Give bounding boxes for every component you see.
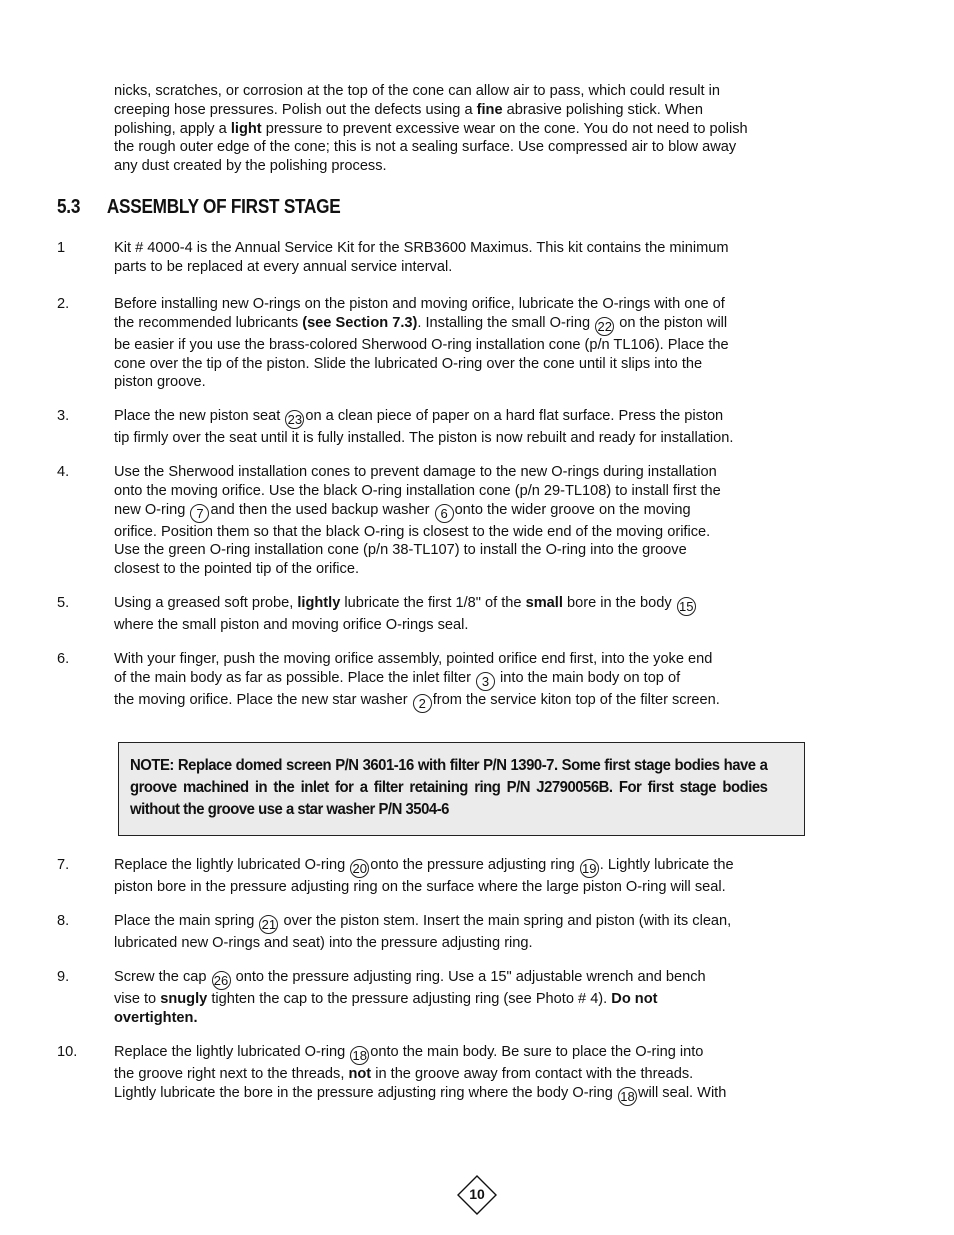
step-text — [114, 1043, 804, 1106]
step-line: the moving orifice. Place the new star washer 2 from the service kiton top of the filter screen. — [114, 691, 720, 711]
part-callout: 3 — [476, 672, 495, 691]
step-line: orifice. Position them so that the black O-ring is closest to the wide end of the moving orifice. — [114, 523, 711, 540]
step-line: be easier if you use the brass-colored Sherwood O-ring installation cone (p/n TL106). Place the — [114, 336, 729, 353]
step-line: tip firmly over the seat until it is fully installed. The piston is now rebuilt and ready for installation. — [114, 430, 734, 446]
step-number: 3. — [57, 408, 70, 424]
step-line: Lightly lubricate the bore in the pressure adjusting ring where the body O-ring 18 will seal. With — [114, 1084, 727, 1104]
step-number: 5. — [57, 595, 70, 611]
step-number: 6. — [57, 651, 70, 667]
step-number: 2. — [57, 296, 70, 312]
intro-line: creeping hose pressures. Polish out the defects using a fine abrasive polishing stick. When — [114, 101, 703, 118]
step-line: Before installing new O-rings on the piston and moving orifice, lubricate the O-rings with one of — [114, 296, 725, 312]
section-number: 5.3 — [57, 196, 81, 218]
part-callout: 19 — [580, 859, 599, 878]
part-callout: 20 — [350, 859, 369, 878]
step-text — [114, 295, 804, 392]
intro-line: the rough outer edge of the cone; this is not a sealing surface. Use compressed air to blow away — [114, 139, 737, 156]
intro-line: any dust created by the polishing process. — [114, 158, 387, 175]
part-callout: 7 — [190, 504, 209, 523]
step-line: Use the Sherwood installation cones to prevent damage to the new O-rings during installation — [114, 464, 717, 480]
step-line: Using a greased soft probe, lightly lubricate the first 1/8" of the small bore in the body 15 — [114, 594, 804, 616]
step-line: Kit # 4000-4 is the Annual Service Kit for the SRB3600 Maximus. This kit contains the minimum — [114, 240, 729, 256]
step-line: cone over the tip of the piston. Slide the lubricated O-ring over the cone until it slips into the — [114, 355, 703, 372]
page-number-badge — [457, 1175, 497, 1215]
page-number: 10 — [469, 1186, 485, 1202]
step-line: where the small piston and moving orifice O-rings seal. — [114, 617, 469, 633]
step-line: parts to be replaced at every annual service interval. — [114, 258, 453, 275]
section-title: ASSEMBLY OF FIRST STAGE — [106, 196, 341, 218]
part-callout: 23 — [285, 410, 304, 429]
step-line: of the main body as far as possible. Place the inlet filter 3 into the main body on top of — [114, 669, 681, 689]
step-text — [114, 968, 804, 1028]
part-callout: 26 — [212, 971, 231, 990]
step-line: vise to snugly tighten the cap to the pressure adjusting ring (see Photo # 4). Do not — [114, 991, 658, 1007]
step-line: piston groove. — [114, 374, 206, 391]
step-line: Replace the lightly lubricated O-ring 20 onto the pressure adjusting ring 19 . Lightly lubricate the — [114, 857, 734, 876]
step-text — [114, 594, 804, 635]
step-number: 8. — [57, 913, 70, 929]
part-callout: 21 — [259, 915, 278, 934]
part-callout: 2 — [413, 694, 432, 713]
part-callout: 15 — [677, 597, 696, 616]
intro-line: nicks, scratches, or corrosion at the top of the cone can allow air to pass, which could result in — [114, 83, 720, 99]
step-text — [114, 912, 804, 953]
part-callout: 6 — [435, 504, 454, 523]
step-line: onto the moving orifice. Use the black O-ring installation cone (p/n 29-TL108) to install first the — [114, 482, 721, 499]
step-text — [114, 856, 804, 897]
step-number: 10. — [57, 1044, 78, 1060]
step-number: 1 — [57, 240, 66, 256]
step-text — [114, 463, 804, 579]
step-line: closest to the pointed tip of the orifice. — [114, 561, 359, 578]
section-heading — [57, 196, 341, 219]
step-line: piston bore in the pressure adjusting ring on the surface where the large piston O-ring will seal. — [114, 879, 726, 895]
intro-line: polishing, apply a light pressure to prevent excessive wear on the cone. You do not need to polish — [114, 120, 748, 137]
note-box — [118, 742, 805, 836]
step-line: Replace the lightly lubricated O-ring 18 onto the main body. Be sure to place the O-ring into — [114, 1044, 704, 1063]
step-number: 4. — [57, 464, 70, 480]
part-callout: 18 — [350, 1046, 369, 1065]
step-number: 9. — [57, 969, 70, 985]
step-line: the groove right next to the threads, not in the groove away from contact with the threads. — [114, 1066, 694, 1082]
step-line: the recommended lubricants (see Section 7.3). Installing the small O-ring 22 on the piston will — [114, 314, 728, 334]
step-line: Screw the cap 26 onto the pressure adjusting ring. Use a 15" adjustable wrench and bench — [114, 969, 706, 988]
step-line: overtighten. — [114, 1009, 198, 1026]
step-text — [114, 650, 804, 713]
note-text: NOTE: Replace domed screen P/N 3601-16 with filter P/N 1390-7. Some first stage bodies have a groove machined in the inlet for a filter retaining ring P/N J2790056B. For first stage bodies without the groove use a star washer P/N 3504-6 — [130, 757, 768, 818]
step-line: With your finger, push the moving orifice assembly, pointed orifice end first, into the yoke end — [114, 651, 713, 667]
part-callout: 18 — [618, 1087, 637, 1106]
step-line: Place the new piston seat 23 on a clean piece of paper on a hard flat surface. Press the piston — [114, 408, 724, 427]
step-text — [114, 239, 804, 277]
step-line: lubricated new O-rings and seat) into the pressure adjusting ring. — [114, 935, 533, 951]
step-line: new O-ring 7 and then the used backup washer 6 onto the wider groove on the moving — [114, 501, 691, 521]
step-number: 7. — [57, 857, 70, 873]
intro-paragraph — [114, 82, 814, 176]
part-callout: 22 — [595, 317, 614, 336]
step-text — [114, 407, 804, 448]
step-line: Place the main spring 21 over the piston stem. Insert the main spring and piston (with its clean, — [114, 913, 732, 932]
step-line: Use the green O-ring installation cone (p/n 38-TL107) to install the O-ring into the groove — [114, 542, 687, 559]
